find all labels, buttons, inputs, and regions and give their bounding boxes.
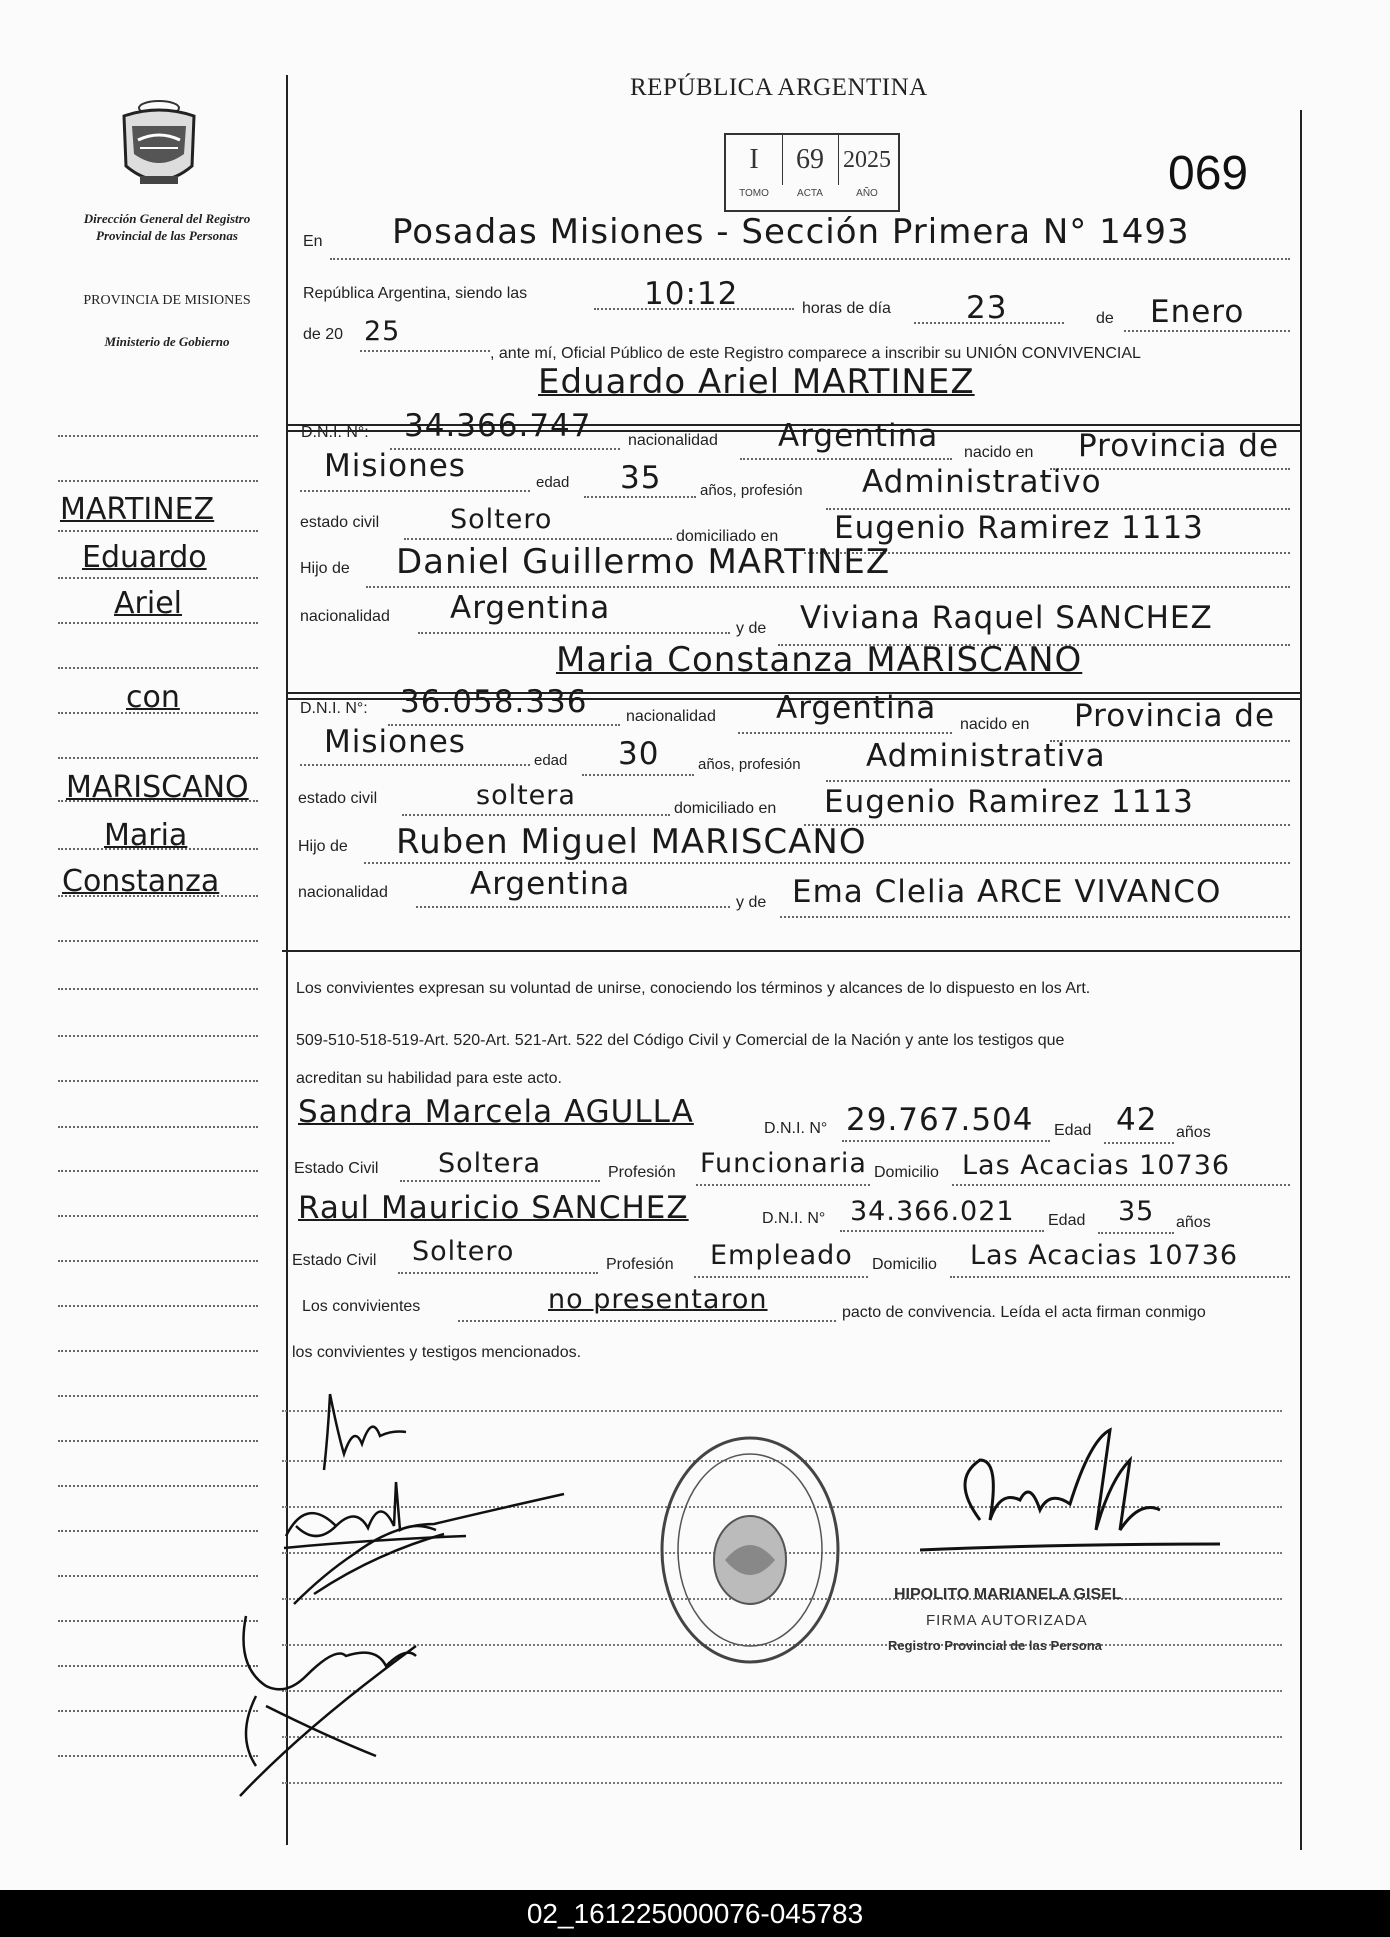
p1-nac2-line: [418, 632, 730, 634]
w2-dni: 34.366.021: [850, 1196, 1015, 1227]
p2-father-line: [364, 862, 1290, 864]
country-title: REPÚBLICA ARGENTINA: [630, 74, 928, 101]
w1-dni: 29.767.504: [846, 1102, 1034, 1138]
official-signature: [910, 1420, 1230, 1590]
w1-age: 42: [1116, 1102, 1158, 1138]
p1-nationality: Argentina: [778, 418, 939, 454]
margin-dotted-line: [58, 1485, 258, 1487]
p1-born-b-line: [300, 490, 530, 492]
w1-civil-label: Estado Civil: [294, 1160, 379, 1177]
w2-address: Las Acacias 10736: [970, 1240, 1239, 1271]
year-value: 25: [364, 316, 401, 347]
horas-label: horas de día: [802, 300, 891, 317]
p1-dni-value: 34.366.747: [404, 408, 592, 444]
margin-name-4: con: [126, 680, 180, 715]
p1-born-b: Misiones: [324, 448, 466, 484]
acta-value: 69: [782, 135, 839, 185]
en-label: En: [303, 233, 323, 250]
acta-label: ACTA: [797, 188, 823, 199]
day-value: 23: [966, 290, 1008, 326]
w1-dni-line: [842, 1140, 1050, 1142]
margin-dotted-line: [58, 940, 258, 942]
w1-profession: Funcionaria: [700, 1148, 867, 1179]
tomo-label: TOMO: [739, 188, 769, 199]
w1-civil-line: [400, 1180, 600, 1182]
margin-dotted-line: [58, 530, 258, 532]
misiones-crest-icon: [118, 96, 200, 196]
w1-dom-line: [952, 1184, 1290, 1186]
signature-4: [226, 1586, 466, 1806]
p1-civil-line: [404, 538, 672, 540]
w1-civil: Soltera: [438, 1148, 542, 1179]
ministerio-text: Ministerio de Gobierno: [104, 334, 230, 349]
margin-dotted-line: [58, 1395, 258, 1397]
w2-name: Raul Mauricio SANCHEZ: [298, 1190, 689, 1226]
margin-name-6: Maria: [104, 818, 188, 853]
act-number: 069: [1168, 147, 1249, 200]
margin-dotted-line: [58, 1126, 258, 1128]
w1-anios-label: años: [1176, 1124, 1211, 1141]
w1-age-line: [1104, 1142, 1174, 1144]
p1-hijo-label: Hijo de: [300, 560, 350, 577]
p1-civil-label: estado civil: [300, 514, 380, 531]
p2-edad-label: edad: [534, 752, 568, 769]
w1-name: Sandra Marcela AGULLA: [298, 1094, 694, 1130]
margin-dotted-line: [58, 667, 258, 669]
p1-nac-label: nacionalidad: [628, 432, 718, 449]
year-prefix: de 20: [303, 326, 344, 343]
p2-profession: Administrativa: [866, 738, 1106, 774]
p2-prof-label: años, profesión: [698, 756, 801, 773]
month-value: Enero: [1150, 294, 1245, 330]
p1-mother: Viviana Raquel SANCHEZ: [800, 600, 1213, 636]
margin-dotted-line: [58, 988, 258, 990]
month-line: [1124, 330, 1290, 332]
w1-address: Las Acacias 10736: [962, 1150, 1231, 1181]
p2-mother-line: [780, 916, 1290, 918]
margin-dotted-line: [58, 757, 258, 759]
p1-yde-label: y de: [736, 620, 767, 637]
margin-name-2: Eduardo: [82, 540, 207, 575]
p2-father: Ruben Miguel MARISCANO: [396, 822, 867, 862]
margin-dotted-line: [58, 1035, 258, 1037]
p1-age-line: [584, 496, 696, 498]
p1-nationality2: Argentina: [450, 590, 611, 626]
p1-prof-label: años, profesión: [700, 482, 803, 499]
p2-name: Maria Constanza MARISCANO: [556, 640, 1083, 680]
p1-edad-label: edad: [536, 474, 570, 491]
anio-value: 2025: [843, 147, 891, 173]
p1-nacido-label: nacido en: [964, 444, 1034, 461]
p2-nac2-label: nacionalidad: [298, 884, 388, 901]
legal-line-3: acreditan su habilidad para este acto.: [296, 1070, 562, 1087]
margin-dotted-line: [58, 1170, 258, 1172]
w2-anios-label: años: [1176, 1214, 1211, 1231]
right-border-line: [1300, 110, 1302, 1850]
p2-mother: Ema Clelia ARCE VIVANCO: [792, 874, 1222, 910]
p2-yde-label: y de: [736, 894, 767, 911]
margin-dotted-line: [58, 435, 258, 437]
margin-dotted-line: [58, 1530, 258, 1532]
year-line: [360, 350, 490, 352]
de-label: de: [1096, 310, 1114, 327]
signature-line: [282, 1410, 1282, 1412]
w2-age-line: [1098, 1232, 1174, 1234]
p2-civil-line: [402, 814, 670, 816]
legal-line-1: Los convivientes expresan su voluntad de unirse, conociendo los términos y alcances de lo dispuesto en los Art.: [296, 980, 1091, 997]
pact-value: no presentaron: [548, 1284, 768, 1315]
p2-age-line: [582, 774, 694, 776]
p2-age: 30: [618, 736, 660, 772]
margin-dotted-line: [58, 577, 258, 579]
p2-nationality: Argentina: [776, 690, 937, 726]
p2-dni-value: 36.058.336: [400, 684, 588, 720]
margin-dotted-line: [58, 480, 258, 482]
tomo-value: I: [726, 135, 783, 185]
w2-civil: Soltero: [412, 1236, 515, 1267]
section-divider: [282, 950, 1300, 952]
w1-dom-label: Domicilio: [874, 1164, 939, 1181]
p2-born-a: Provincia de: [1074, 698, 1276, 734]
p1-nac-line: [740, 458, 952, 460]
place-line: [330, 258, 1290, 260]
w2-dni-label: D.N.I. N°: [762, 1210, 826, 1227]
margin-name-1: MARTINEZ: [60, 492, 215, 527]
margin-dotted-line: [58, 1080, 258, 1082]
p2-civil: soltera: [476, 780, 576, 811]
p2-nationality2: Argentina: [470, 866, 631, 902]
margin-dotted-line: [58, 1305, 258, 1307]
republica-label: República Argentina, siendo las: [303, 285, 528, 302]
margin-dotted-line: [58, 1215, 258, 1217]
tomo-acta-box: [724, 133, 900, 212]
margin-name-3: Ariel: [114, 586, 182, 621]
p2-hijo-label: Hijo de: [298, 838, 348, 855]
w2-civil-label: Estado Civil: [292, 1252, 377, 1269]
w1-dni-label: D.N.I. N°: [764, 1120, 828, 1137]
anio-label: AÑO: [856, 188, 878, 199]
pact-line: [458, 1320, 836, 1322]
w1-edad-label: Edad: [1054, 1122, 1092, 1139]
p1-father: Daniel Guillermo MARTINEZ: [396, 542, 891, 582]
w2-civil-line: [398, 1272, 598, 1274]
legal-line-2: 509-510-518-519-Art. 520-Art. 521-Art. 522 del Código Civil y Comercial de la Nación y ante los testigos que: [296, 1032, 1065, 1049]
p1-dni-label: D.N.I. N°:: [301, 424, 369, 441]
official-name: HIPOLITO MARIANELA GISEL: [894, 1586, 1122, 1603]
p2-dni-label: D.N.I. N°:: [300, 700, 368, 717]
p2-dom-line: [804, 824, 1290, 826]
w2-dom-line: [950, 1276, 1290, 1278]
margin-dotted-line: [58, 622, 258, 624]
official-role: FIRMA AUTORIZADA: [926, 1612, 1088, 1629]
margin-dotted-line: [58, 1440, 258, 1442]
p2-born-b: Misiones: [324, 724, 466, 760]
document-footer-code: 02_161225000076-045783: [0, 1890, 1390, 1937]
w2-edad-label: Edad: [1048, 1212, 1086, 1229]
closing-after: pacto de convivencia. Leída el acta firman conmigo: [842, 1304, 1206, 1321]
p1-profession: Administrativo: [862, 464, 1102, 500]
official-registry: Registro Provincial de las Persona: [888, 1638, 1102, 1653]
p1-dom-label: domiciliado en: [676, 528, 779, 545]
p2-nac-line: [738, 732, 952, 734]
p1-civil: Soltero: [450, 504, 553, 535]
p1-address: Eugenio Ramirez 1113: [834, 510, 1204, 546]
p2-nac2-line: [416, 906, 730, 908]
p1-father-line: [366, 586, 1290, 588]
w2-age: 35: [1118, 1196, 1155, 1227]
p1-age: 35: [620, 460, 662, 496]
ante-text: , ante mí, Oficial Público de este Registro comparece a inscribir su UNIÓN CONVIVENCIAL: [490, 345, 1141, 362]
w2-prof-label: Profesión: [606, 1256, 674, 1273]
margin-dotted-line: [58, 1260, 258, 1262]
w2-profession: Empleado: [710, 1240, 853, 1271]
p1-born-a: Provincia de: [1078, 428, 1280, 464]
w2-dni-line: [840, 1230, 1044, 1232]
p2-nacido-label: nacido en: [960, 716, 1030, 733]
closing-line-2: los convivientes y testigos mencionados.: [292, 1344, 582, 1361]
time-value: 10:12: [644, 276, 739, 312]
p1-nac2-label: nacionalidad: [300, 608, 390, 625]
p2-nac-label: nacionalidad: [626, 708, 716, 725]
official-stamp: [655, 1430, 845, 1670]
margin-name-7: Constanza: [62, 864, 220, 899]
w1-prof-label: Profesión: [608, 1164, 676, 1181]
w2-prof-line: [694, 1276, 868, 1278]
p2-dom-label: domiciliado en: [674, 800, 777, 817]
p2-born-b-line: [300, 764, 530, 766]
w1-prof-line: [696, 1184, 870, 1186]
w2-dom-label: Domicilio: [872, 1256, 937, 1273]
p2-address: Eugenio Ramirez 1113: [824, 784, 1194, 820]
margin-dotted-line: [58, 1350, 258, 1352]
p2-civil-label: estado civil: [298, 790, 378, 807]
p1-name: Eduardo Ariel MARTINEZ: [538, 362, 975, 402]
provincia-text: PROVINCIA DE MISIONES: [83, 293, 251, 308]
p2-prof-line: [826, 780, 1290, 782]
conv-label: Los convivientes: [302, 1298, 421, 1315]
direccion-general-text: Dirección General del Registro Provincial de las Personas: [83, 211, 251, 243]
place-value: Posadas Misiones - Sección Primera N° 1493: [392, 212, 1190, 252]
margin-dotted-line: [58, 1575, 258, 1577]
margin-name-5: MARISCANO: [66, 770, 249, 805]
